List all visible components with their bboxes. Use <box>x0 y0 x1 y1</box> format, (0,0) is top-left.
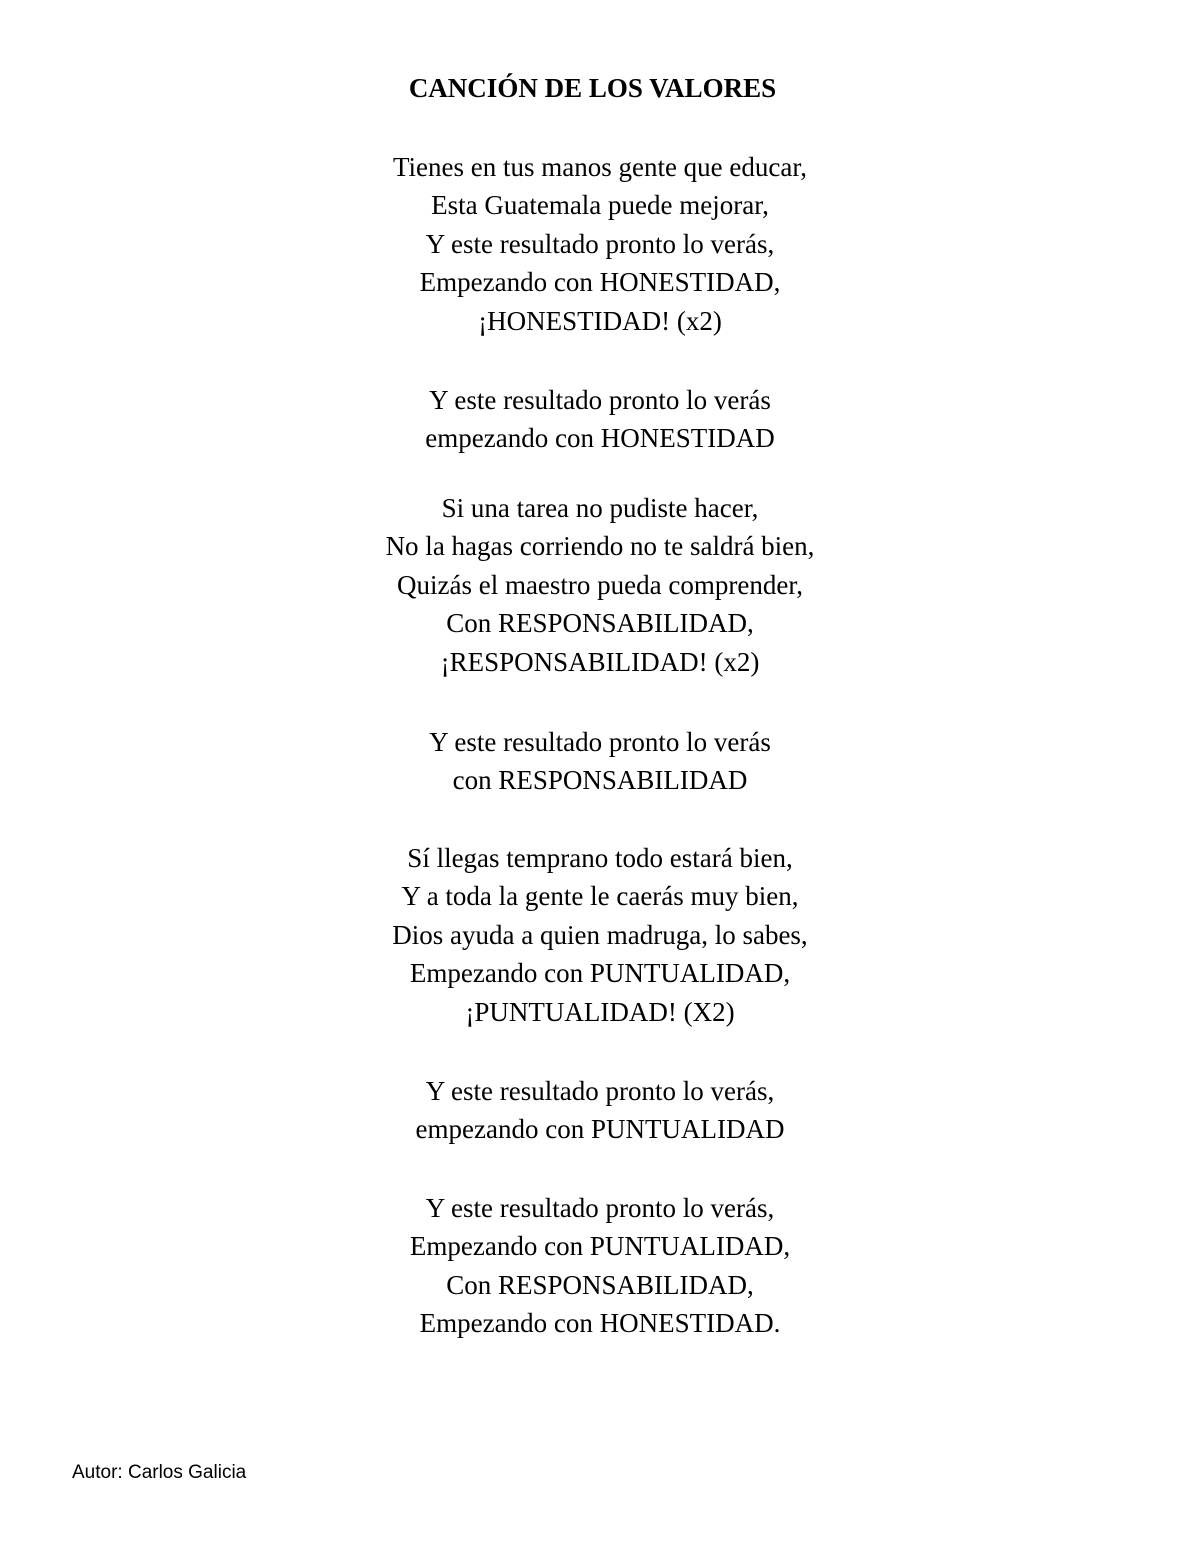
lyric-line: Si una tarea no pudiste hacer, <box>441 493 759 523</box>
lyric-line: Empezando con HONESTIDAD. <box>419 1308 781 1339</box>
author-credit: Autor: Carlos Galicia <box>72 1462 247 1483</box>
lyric-line: empezando con PUNTUALIDAD <box>415 1114 785 1145</box>
lyric-line: Y este resultado pronto lo verás, <box>425 228 775 259</box>
lyric-line: Y este resultado pronto lo verás <box>429 727 771 757</box>
song-title: CANCIÓN DE LOS VALORES <box>408 73 777 103</box>
lyric-line: empezando con HONESTIDAD <box>425 423 775 454</box>
stanza-5 <box>0 839 1200 1031</box>
lyric-line: Y a toda la gente le caerás muy bien, <box>401 881 799 912</box>
lyric-line: con RESPONSABILIDAD <box>452 765 748 796</box>
lyric-line: Y este resultado pronto lo verás, <box>425 1076 775 1106</box>
lyric-line: No la hagas corriendo no te saldrá bien, <box>385 531 815 562</box>
stanza-4 <box>0 723 1200 800</box>
stanza-6 <box>0 1072 1200 1149</box>
lyric-line: Con RESPONSABILIDAD, <box>446 608 754 639</box>
lyric-line: Empezando con PUNTUALIDAD, <box>409 1231 791 1262</box>
stanza-7 <box>0 1189 1200 1343</box>
lyric-line: ¡PUNTUALIDAD! (X2) <box>465 996 735 1027</box>
lyric-line: Y este resultado pronto lo verás, <box>425 1193 775 1223</box>
stanza-1 <box>0 148 1200 340</box>
lyric-line: Y este resultado pronto lo verás <box>429 385 771 415</box>
stanza-2 <box>0 381 1200 458</box>
lyric-line: Quizás el maestro pueda comprender, <box>396 569 803 600</box>
lyric-line: Sí llegas temprano todo estará bien, <box>407 843 793 873</box>
lyric-line: Tienes en tus manos gente que educar, <box>392 152 808 182</box>
lyric-line: Con RESPONSABILIDAD, <box>446 1269 754 1300</box>
lyric-line: Empezando con HONESTIDAD, <box>419 267 781 298</box>
lyric-line: ¡RESPONSABILIDAD! (x2) <box>440 646 760 677</box>
lyric-line: Esta Guatemala puede mejorar, <box>431 190 769 221</box>
lyric-line: Dios ayuda a quien madruga, lo sabes, <box>392 919 808 950</box>
lyric-line: ¡HONESTIDAD! (x2) <box>478 305 722 336</box>
lyric-line: Empezando con PUNTUALIDAD, <box>409 958 791 989</box>
stanza-3 <box>0 489 1200 681</box>
